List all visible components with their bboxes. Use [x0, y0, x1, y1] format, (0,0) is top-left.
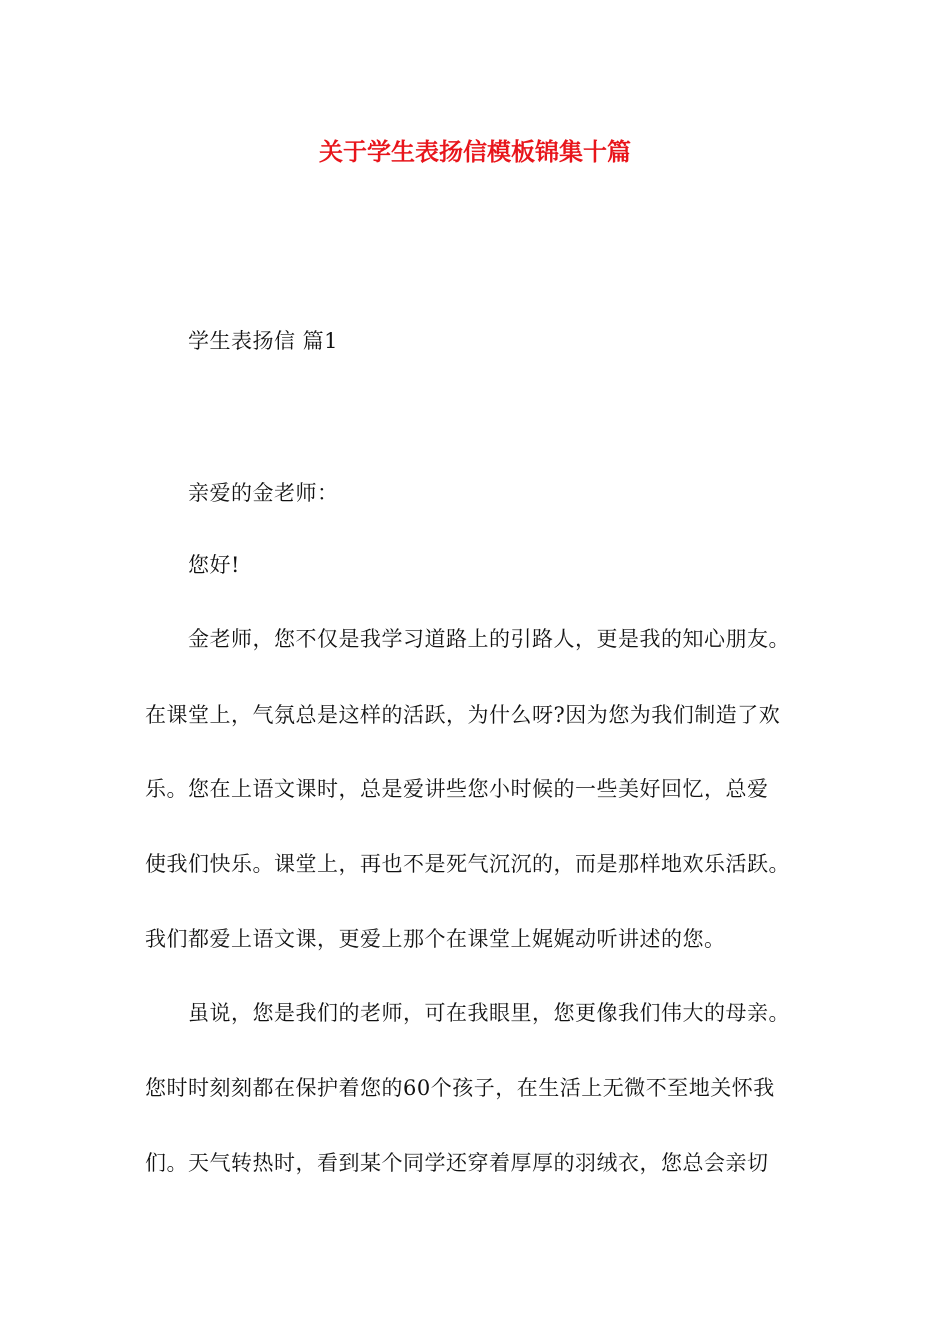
paragraph-1-line-3: 乐。您在上语文课时，总是爱讲些您小时候的一些美好回忆，总爱 [145, 777, 769, 801]
salutation: 亲爱的金老师： [188, 481, 339, 505]
paragraph-1-line-5: 我们都爱上语文课，更爱上那个在课堂上娓娓动听讲述的您。 [145, 927, 726, 951]
paragraph-1-line-1: 金老师，您不仅是我学习道路上的引路人，更是我的知心朋友。 [188, 627, 790, 651]
paragraph-2-line-2: 您时时刻刻都在保护着您的60个孩子，在生活上无微不至地关怀我 [145, 1076, 775, 1100]
paragraph-2-line-1: 虽说，您是我们的老师，可在我眼里，您更像我们伟大的母亲。 [188, 1001, 790, 1025]
paragraph-1-line-2: 在课堂上，气氛总是这样的活跃，为什么呀?因为您为我们制造了欢 [145, 703, 781, 727]
paragraph-1-line-4: 使我们快乐。课堂上，再也不是死气沉沉的，而是那样地欢乐活跃。 [145, 852, 790, 876]
document-title: 关于学生表扬信模板锦集十篇 [319, 137, 631, 166]
section-heading: 学生表扬信 篇1 [188, 329, 339, 353]
paragraph-2-line-3: 们。天气转热时，看到某个同学还穿着厚厚的羽绒衣，您总会亲切 [145, 1151, 769, 1175]
greeting: 您好! [188, 553, 240, 577]
